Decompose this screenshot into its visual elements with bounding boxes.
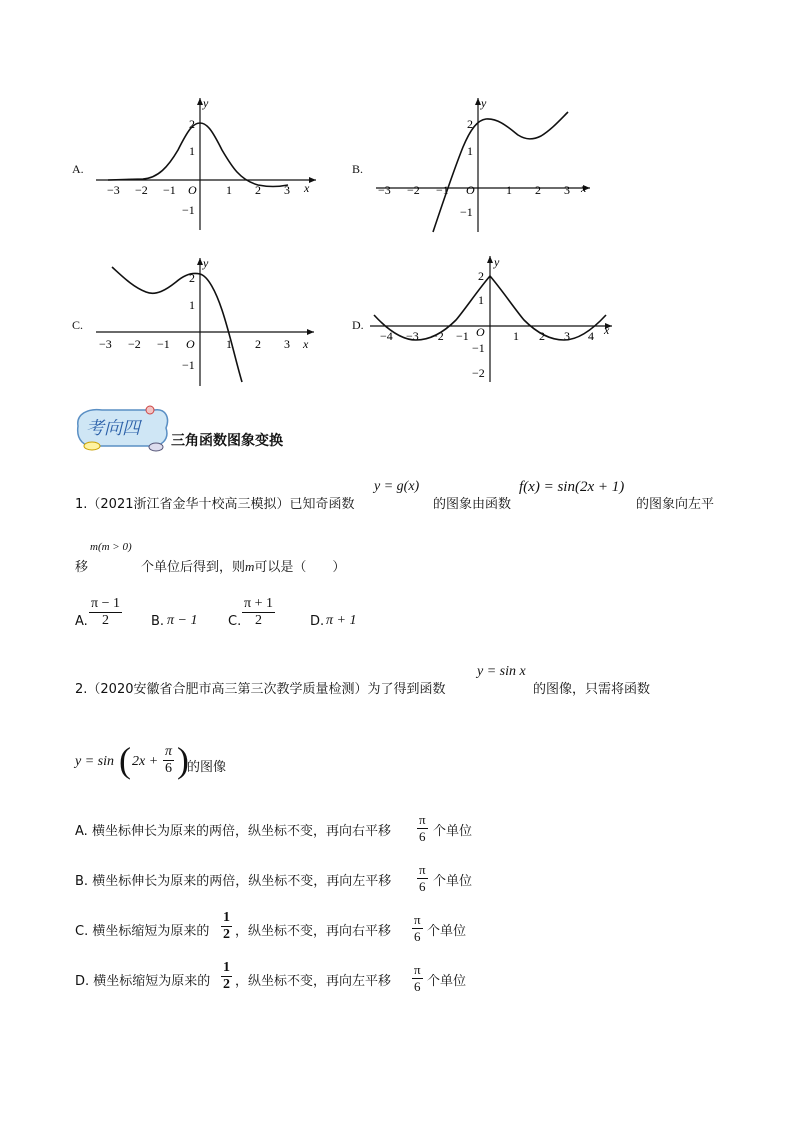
svg-text:1: 1 <box>189 298 195 312</box>
svg-text:3: 3 <box>564 329 570 343</box>
q2-option-a: A. 横坐标伸长为原来的两倍，纵坐标不变，再向右平移 $\frac{\pi}{6}$ 个单位 <box>75 812 473 844</box>
right-paren: ) <box>177 740 189 780</box>
svg-text:2: 2 <box>539 329 545 343</box>
svg-text:−4: −4 <box>380 329 393 343</box>
q2-option-d: D. 横坐标缩短为原来的 $\frac{1}{2}$ ，纵坐标不变，再向左平移 $\frac{\pi}{6}$ 个单位 <box>75 960 467 994</box>
svg-text:2: 2 <box>478 269 484 283</box>
svg-text:−1: −1 <box>182 358 195 372</box>
svg-text:3: 3 <box>564 183 570 197</box>
q1-m-expr: m(m > 0) <box>90 541 132 553</box>
svg-text:−2: −2 <box>431 329 444 343</box>
q1-f-expr: f(x) = sin(2x + 1) <box>519 479 625 495</box>
option-b-label: B. <box>352 162 364 176</box>
svg-text:1: 1 <box>513 329 519 343</box>
svg-text:2: 2 <box>467 117 473 131</box>
q1-line1: 1.（2021浙江省金华十校高三模拟）已知奇函数 <box>75 497 355 512</box>
svg-text:x: x <box>581 181 587 195</box>
svg-text:2: 2 <box>255 337 261 351</box>
graph-d <box>366 252 618 384</box>
q1-choice-a-label: A. <box>75 614 88 629</box>
svg-text:−1: −1 <box>472 341 485 355</box>
q1-mid: 的图象由函数 <box>433 497 512 512</box>
svg-text:−1: −1 <box>456 329 469 343</box>
y-label: y <box>203 96 209 110</box>
svg-text:1: 1 <box>467 144 473 158</box>
svg-text:−1: −1 <box>436 183 449 197</box>
graph-b <box>368 92 608 237</box>
q1-tail: 的图象向左平 <box>636 497 715 512</box>
svg-text:2: 2 <box>189 271 195 285</box>
tick-x: 2 <box>255 183 261 197</box>
option-a-label: A. <box>72 162 84 176</box>
tick-x: −3 <box>107 183 120 197</box>
svg-text:x: x <box>303 337 309 351</box>
svg-text:y: y <box>203 256 209 270</box>
x-label: x <box>304 181 310 195</box>
q1-line2-pre: 移 <box>75 560 89 575</box>
svg-text:−2: −2 <box>128 337 141 351</box>
curve-c <box>112 267 242 382</box>
svg-text:−2: −2 <box>472 366 485 380</box>
svg-text:−2: −2 <box>407 183 420 197</box>
option-d-label: D. <box>352 318 364 332</box>
svg-text:4: 4 <box>588 329 594 343</box>
tick-x: 1 <box>226 183 232 197</box>
x-axis-arrow <box>309 177 316 183</box>
svg-text:−3: −3 <box>99 337 112 351</box>
svg-text:3: 3 <box>284 337 290 351</box>
q2-option-b: B. 横坐标伸长为原来的两倍，纵坐标不变，再向左平移 $\frac{\pi}{6}$ 个单位 <box>75 862 473 894</box>
svg-text:−3: −3 <box>378 183 391 197</box>
svg-text:y: y <box>481 96 487 110</box>
q1-line2: 个单位后得到，则m可以是（ ） <box>141 559 346 575</box>
svg-text:1: 1 <box>478 293 484 307</box>
tick-x: −1 <box>163 183 176 197</box>
badge-text: 考向四 <box>86 418 140 438</box>
tick-x: 3 <box>284 183 290 197</box>
left-paren: ( <box>119 740 131 780</box>
section-title: 三角函数图象变换 <box>171 433 283 449</box>
svg-text:−1: −1 <box>157 337 170 351</box>
svg-text:−3: −3 <box>406 329 419 343</box>
svg-text:O: O <box>186 337 195 351</box>
q1-choice-a-frac: $\frac{\pi - 1}{2}$ <box>91 596 120 628</box>
graph-a <box>88 92 328 232</box>
section-badge <box>72 402 172 454</box>
q2-tail: 的图像，只需将函数 <box>533 682 651 697</box>
svg-text:O: O <box>476 325 485 339</box>
svg-text:x: x <box>604 323 610 337</box>
svg-text:2: 2 <box>535 183 541 197</box>
q2-option-c: C. 横坐标缩短为原来的 $\frac{1}{2}$ ，纵坐标不变，再向右平移 $\frac{\pi}{6}$ 个单位 <box>75 910 467 944</box>
q2-target-expr: y = sin x <box>477 664 526 679</box>
svg-text:1: 1 <box>226 337 232 351</box>
svg-text:O: O <box>466 183 475 197</box>
tick-x: O <box>188 183 197 197</box>
curve-a <box>108 123 288 187</box>
svg-text:1: 1 <box>506 183 512 197</box>
tick-y: 1 <box>189 144 195 158</box>
q2-line1: 2.（2020安徽省合肥市高三第三次教学质量检测）为了得到函数 <box>75 682 446 697</box>
q1-g-expr: y = g(x) <box>374 479 420 494</box>
option-c-label: C. <box>72 318 84 332</box>
q1-choice-c-frac: $\frac{\pi + 1}{2}$ <box>244 596 273 628</box>
curve-b <box>433 112 568 232</box>
svg-text:−1: −1 <box>460 205 473 219</box>
tick-y: 2 <box>189 117 195 131</box>
tick-x: −2 <box>135 183 148 197</box>
tick-y: −1 <box>182 203 195 217</box>
svg-text:y: y <box>494 255 500 269</box>
graph-c <box>88 252 328 388</box>
